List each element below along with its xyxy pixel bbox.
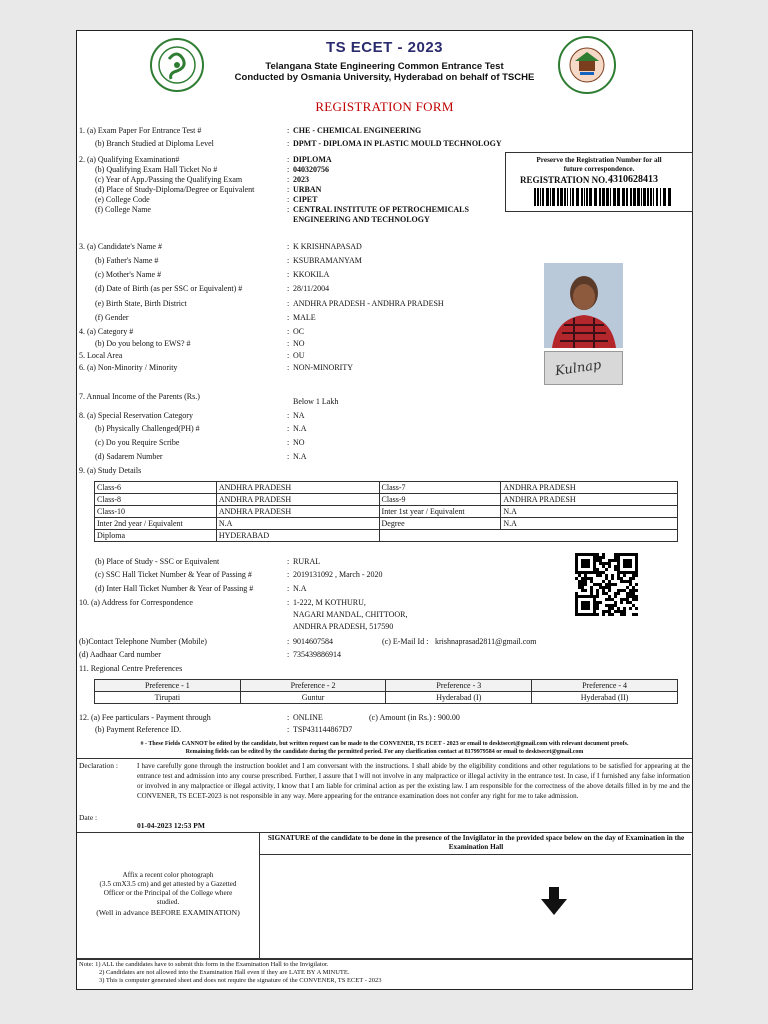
study-cell: N.A — [501, 506, 678, 518]
registration-number: 4310628413 — [608, 174, 658, 185]
signature-box — [259, 832, 692, 959]
field-label: (f) Gender — [95, 313, 129, 322]
field-value: NO — [293, 438, 305, 447]
field-value: OU — [293, 351, 305, 360]
study-cell: Inter 1st year / Equivalent — [379, 506, 501, 518]
field-value: ANDHRA PRADESH, 517590 — [293, 622, 394, 631]
declaration-label: Declaration : — [79, 761, 118, 770]
regional-cell: Hyderabad (II) — [532, 692, 678, 704]
field-value: KSUBRAMANYAM — [293, 256, 362, 265]
phone-value: 9014607584 — [293, 637, 333, 646]
study-cell: Class-10 — [95, 506, 217, 518]
study-row — [95, 530, 678, 542]
fee-amount: (c) Amount (in Rs.) : 900.00 — [369, 713, 460, 722]
payment-ref-value: TSP431144867D7 — [293, 725, 353, 734]
regional-centre-label: 11. Regional Centre Preferences — [79, 664, 183, 673]
field-label: (c) Do you Require Scribe — [95, 438, 180, 447]
study-cell: ANDHRA PRADESH — [216, 506, 379, 518]
regional-values-row — [95, 692, 678, 704]
field-value: DPMT - DIPLOMA IN PLASTIC MOULD TECHNOLOGY — [293, 139, 502, 148]
signature-text: Kulnap — [554, 357, 603, 380]
regional-cell: Preference - 1 — [95, 680, 241, 692]
field-value: CHE - CHEMICAL ENGINEERING — [293, 126, 422, 135]
study-row — [95, 494, 678, 506]
exam-title: TS ECET - 2023 — [325, 39, 444, 56]
regional-cell: Preference - 3 — [386, 680, 532, 692]
field-label: (d) Place of Study-Diploma/Degree or Equivalent — [95, 185, 255, 194]
field-value: 1-222, M KOTHURU, — [293, 598, 366, 607]
arrow-down-icon — [541, 887, 567, 915]
photo-instruction-4: studied. — [156, 898, 180, 906]
study-row — [95, 518, 678, 530]
study-cell: ANDHRA PRADESH — [501, 482, 678, 494]
photo-instruction-2: (3.5 cmX3.5 cm) and get attested by a Gazetted — [99, 880, 237, 888]
field-label: (b) Qualifying Exam Hall Ticket No # — [95, 165, 218, 174]
exam-full-name: Telangana State Engineering Common Entrance Test — [265, 61, 504, 72]
field-value: 2023 — [293, 175, 309, 184]
barcode-icon — [534, 188, 674, 206]
footnote-1: # - These Fields CANNOT be edited by the candidate, but written request can be made to the CONVENER, TS ECET - 2023 or email to desktsecet@gmail.com with relevant document proofs. — [140, 741, 629, 747]
field-value: NA — [293, 411, 305, 420]
field-value: KKOKILA — [293, 270, 330, 279]
regional-cell: Hyderabad (I) — [386, 692, 532, 704]
photo-attestation-box — [77, 832, 260, 959]
field-label: 8. (a) Special Reservation Category — [79, 411, 193, 420]
study-cell: ANDHRA PRADESH — [216, 482, 379, 494]
study-cell: Class-7 — [379, 482, 501, 494]
field-value: K KRISHNAPASAD — [293, 242, 362, 251]
field-label: 4. (a) Category # — [79, 327, 134, 336]
form-title: REGISTRATION FORM — [315, 99, 454, 114]
study-cell: Class-6 — [95, 482, 217, 494]
regional-cell: Tirupati — [95, 692, 241, 704]
regional-centre-table — [94, 679, 678, 704]
field-value: DIPLOMA — [293, 155, 332, 164]
phone-label: (b)Contact Telephone Number (Mobile) — [79, 637, 207, 646]
note-1: Note: 1) ALL the candidates have to submit this form in the Examination Hall to the Invigilator. — [79, 961, 329, 968]
regional-headers-row — [95, 680, 678, 692]
study-cell: Inter 2nd year / Equivalent — [95, 518, 217, 530]
fee-value: ONLINE — [293, 713, 323, 722]
field-label: 3. (a) Candidate's Name # — [79, 242, 162, 251]
email-value: krishnaprasad2811@gmail.com — [435, 637, 537, 646]
income-value: Below 1 Lakh — [293, 397, 339, 406]
field-label: 5. Local Area — [79, 351, 123, 360]
declaration-text: I have carefully gone through the instruction booklet and I am conversant with the instructions. I shall abide by the eligibility conditions and other regulations to be satisfied for appearing at the entrance test and admission into any course prescribed. Further, I assure that I will not involve in any malpractice or illegal activity in the entrance test. In case, if I furnished any false information or involved in any malpractice or illegal activity, I know that I am liable for criminal action as per the existing law. I am responsible for the correctness of the above details filled in by me and the CONVENER, TS ECET-2023 is not responsible in any way. Mere appearing for the entrance examination does not confer any right for me to take admission. — [137, 762, 690, 800]
field-label: (c) SSC Hall Ticket Number & Year of Passing # — [95, 570, 252, 579]
study-details-table — [94, 481, 678, 542]
field-label: (c) Year of App./Passing the Qualifying Exam — [95, 175, 243, 184]
field-label: (b) Do you belong to EWS? # — [95, 339, 191, 348]
photo-instruction-1: Affix a recent color photograph — [122, 871, 214, 879]
study-row — [95, 482, 678, 494]
payment-ref-label: (b) Payment Reference ID. — [95, 725, 182, 734]
notes-divider — [77, 959, 692, 960]
date-value: 01-04-2023 12:53 PM — [137, 821, 205, 830]
field-value: MALE — [293, 313, 316, 322]
candidate-signature-image — [544, 351, 623, 385]
field-label: (c) Mother's Name # — [95, 270, 162, 279]
study-cell: HYDERABAD — [216, 530, 379, 542]
field-label: (e) Birth State, Birth District — [95, 299, 187, 308]
date-label: Date : — [79, 813, 98, 822]
declaration-divider — [77, 758, 692, 759]
study-cell: N.A — [216, 518, 379, 530]
field-label: 1. (a) Exam Paper For Entrance Test # — [79, 126, 202, 135]
study-cell: ANDHRA PRADESH — [501, 494, 678, 506]
study-cell: Class-8 — [95, 494, 217, 506]
regional-cell: Preference - 2 — [240, 680, 386, 692]
field-value: ENGINEERING AND TECHNOLOGY — [293, 215, 430, 224]
field-value: URBAN — [293, 185, 322, 194]
field-label: (d) Inter Hall Ticket Number & Year of Passing # — [95, 584, 254, 593]
field-label: (f) College Name — [95, 205, 151, 214]
field-value: 040320756 — [293, 165, 329, 174]
field-value: N.A — [293, 424, 307, 433]
field-value: 2019131092 , March - 2020 — [293, 570, 383, 579]
field-label: (d) Sadarem Number — [95, 452, 163, 461]
regional-cell: Preference - 4 — [532, 680, 678, 692]
photo-instruction-3: Officer or the Principal of the College where — [103, 889, 233, 897]
email-label: (c) E-Mail Id : — [382, 637, 429, 646]
field-value: RURAL — [293, 557, 321, 566]
signature-instruction: SIGNATURE of the candidate to be done in the presence of the Invigilator in the provided space below on the day of Examination in the Examination Hall — [267, 834, 685, 851]
field-label: (b) Physically Challenged(PH) # — [95, 424, 200, 433]
note-2: 2) Candidates are not allowed into the Examination Hall even if they are LATE BY A MINUTE. — [99, 969, 350, 976]
study-cell — [379, 530, 677, 542]
aadhaar-value: 735439886914 — [293, 650, 341, 659]
candidate-photo — [544, 263, 623, 348]
study-cell: Degree — [379, 518, 501, 530]
field-label: (d) Date of Birth (as per SSC or Equivalent) # — [95, 284, 243, 293]
field-value: CIPET — [293, 195, 318, 204]
field-value: ANDHRA PRADESH - ANDHRA PRADESH — [293, 299, 444, 308]
study-cell: Class-9 — [379, 494, 501, 506]
study-details-label: 9. (a) Study Details — [79, 466, 142, 475]
preserve-note: Preserve the Registration Number for all future correspondence. — [536, 156, 662, 173]
field-label: (b) Place of Study - SSC or Equivalent — [95, 557, 220, 566]
field-value: N.A — [293, 584, 307, 593]
field-label: 2. (a) Qualifying Examination# — [79, 155, 180, 164]
field-label: (e) College Code — [95, 195, 150, 204]
conducted-by: Conducted by Osmania University, Hyderabad on behalf of TSCHE — [234, 72, 535, 83]
fee-label: 12. (a) Fee particulars - Payment through — [79, 713, 211, 722]
qr-code-icon — [575, 553, 638, 616]
footnote-2: Remaining fields can be edited by the candidate during the permitted period. For any clarification contact at 8179979584 or email to desktsecet@gmail.com — [185, 749, 584, 755]
study-cell: Diploma — [95, 530, 217, 542]
field-value: N.A — [293, 452, 307, 461]
field-label: 10. (a) Address for Correspondence — [79, 598, 193, 607]
field-label: (b) Father's Name # — [95, 256, 159, 265]
income-label: 7. Annual Income of the Parents (Rs.) — [79, 392, 200, 401]
signature-divider — [260, 854, 691, 855]
field-value: NO — [293, 339, 305, 348]
registration-form-page: TS ECET - 2023 Telangana State Engineering Common Entrance Test Conducted by Osmania University, Hyderabad on behalf of TSCHE REGISTRATION FORM 1. (a) Exam Paper For Entrance Test # : CHE - CHEMICAL ENGINEERING (b) Branch Studied at Diploma Level : DPMT - DIPLOMA IN PLASTIC MOULD TECHNOLOGY 2. (a) Qualifying Examination# : DIPLOMA (b) Qualifying Exam Hall Ticket No # : 040320756 (c) Year of App./Passing the Qualifying Exam : 2023 (d) Place of Study-Diploma/Degree or Equivalent : URBAN (e) College Code : CIPET (f) College Name : CENTRAL INSTITUTE OF PETROCHEMICALS ENGINEERING AND TECHNOLOGY Preserve the Registration Number for all future correspondence. REGISTRATION NO. : 4310628413 3. (a) Candidate's Name # : K KRISHNAPASAD (b) Father's Name # : KSUBRAMANYAM (c) Mother's Name # : KKOKILA (d) Date of Birth (as per SSC or Equivalent) # : 28/11/2004 (e) Birth State, Birth District : ANDHRA PRADESH - ANDHRA PRADESH (f) Gender : MALE 4. (a) Category # : OC (b) Do you belong to EWS? # : NO 5. Local Area : OU 6. (a) Non-Minority / Minority : NON-MINORITY Kulnap 7. Annual Income of the Parents (Rs.) Below 1 Lakh 8. (a) Special Reservation Category : NA (b) Physically Challenged(PH) # : N.A (c) Do you Require Scribe : NO (d) Sadarem Number : N.A 9. (a) Study Details Class-6 ANDHRA PRADESH Class-7 ANDHRA PRADESH Class-8 ANDHRA PRADESH Class-9 ANDHRA PRADESH Class-10 ANDHRA PRADESH Inter 1st year / Equivalent N.A Inter 2nd year / Equivalent N.A Degree N.A Diploma HYDERABAD (b) Place of Study - SSC or Equivalent : RURAL (c) SSC Hall Ticket Number & Year of Passing # : 2019131092 , March - 2020 (d) Inter Hall Ticket Number & Year of Passing # : N.A 10. (a) Address for Correspondence : 1-222, M KOTHURU, NAGARI MANDAL, CHITTOOR, ANDHRA PRADESH, 517590 (b)Contact Telephone Number (Mobile) : 9014607584 (c) E-Mail Id : krishnaprasad2811@gmail.com (d) Aadhaar Card number : 735439886914 11. Regional Centre Preferences Preference - 1 Preference - 2 Preference - 3 Preference - 4 Tirupati Guntur Hyderabad (I) Hyderabad (II) 12. (a) Fee particulars - Payment through : ONLINE (c) Amount (in Rs.) : 900.00 (b) Payment Reference ID. : TSP431144867D7 # - These Fields CANNOT be edited by the candidate, but written request can be made to the CONVENER, TS ECET - 2023 or email to desktsecet@gmail.com with relevant document proofs. Remaining fields can be edited by the candidate during the permitted period. For any clarification contact at 8179979584 or email to desktsecet@gmail.com Declaration : I have carefully gone through the instruction booklet and I am conversant with the instructions. I shall abide by the eligibility conditions and other regulations to be satisfied for appearing at the entrance test and admission into any course prescribed. Further, I assure that I will not involve in any malpractice or illegal activity in the entrance test. In case, if I furnished any false information or involved in any malpractice or illegal activity, I know that I am liable for criminal action as per the existing law. I am responsible for the correctness of the above details filled in by me and the CONVENER, TS ECET-2023 is not responsible in any way. Mere appearing for the entrance examination does not confer any right for me to take admission. Date : 01-04-2023 12:53 PM Affix a recent color photograph (3.5 cmX3.5 cm) and get attested by a Gazetted Officer or the Principal of the College where studied. (Well in advance BEFORE EXAMINATION) SIGNATURE of the candidate to be done in the presence of the Invigilator in the provided space below on the day of Examination in the Examination Hall Note: 1) ALL the candidates have to submit this form in the Examination Hall to the Invigilator. 2) Candidates are not allowed into the Examination Hall even if they are LATE BY A MINUTE. 3) This is computer generated sheet and does not require the signature of the CONVENER, TS ECET - 2023 — [76, 30, 693, 990]
registration-number-box — [505, 152, 693, 212]
study-cell: ANDHRA PRADESH — [216, 494, 379, 506]
field-label: (b) Branch Studied at Diploma Level — [95, 139, 214, 148]
registration-label: REGISTRATION NO. : — [520, 175, 613, 185]
field-label: 6. (a) Non-Minority / Minority — [79, 363, 178, 372]
study-row — [95, 506, 678, 518]
regional-cell: Guntur — [240, 692, 386, 704]
field-value: NAGARI MANDAL, CHITTOOR, — [293, 610, 408, 619]
study-cell: N.A — [501, 518, 678, 530]
field-value: NON-MINORITY — [293, 363, 353, 372]
field-value: 28/11/2004 — [293, 284, 330, 293]
photo-instruction-5: (Well in advance BEFORE EXAMINATION) — [96, 908, 240, 917]
field-value: OC — [293, 327, 305, 336]
field-value: CENTRAL INSTITUTE OF PETROCHEMICALS — [293, 205, 469, 214]
note-3: 3) This is computer generated sheet and does not require the signature of the CONVENER, TS ECET - 2023 — [99, 977, 382, 984]
aadhaar-label: (d) Aadhaar Card number — [79, 650, 161, 659]
